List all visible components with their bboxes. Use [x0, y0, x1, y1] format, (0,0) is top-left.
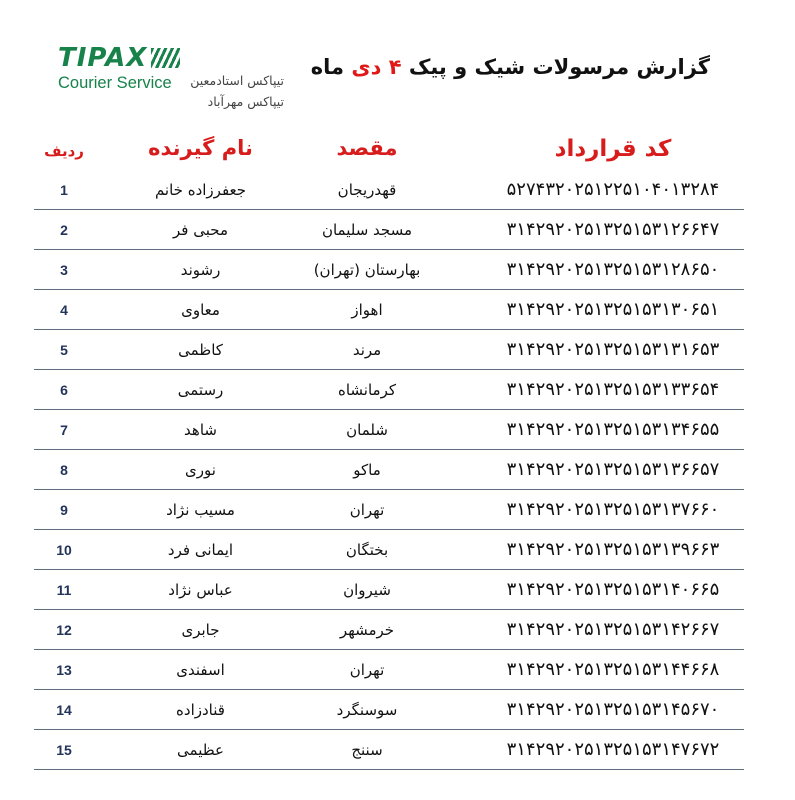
recipient-name: اسفندی [176, 660, 225, 679]
row-number: 4 [60, 301, 68, 318]
row-number: 5 [60, 341, 68, 358]
contract-code: ۳۱۴۲۹۲۰۲۵۱۳۲۵۱۵۳۱۴۰۶۶۵ [506, 579, 720, 600]
destination: تهران [349, 500, 385, 519]
tipax-brand-text: TIPAX [58, 43, 148, 73]
tipax-logo [58, 44, 180, 93]
recipient-name: قنادزاده [176, 700, 225, 719]
recipient-name: عظیمی [177, 740, 224, 759]
destination: سننج [351, 740, 383, 759]
destination: تهران [349, 660, 385, 679]
contract-code: ۵۲۷۴۳۲۰۲۵۱۲۲۵۱۰۴۰۱۳۲۸۴ [506, 179, 720, 200]
contract-code: ۳۱۴۲۹۲۰۲۵۱۳۲۵۱۵۳۱۳۱۶۵۳ [506, 339, 720, 360]
table-row [34, 730, 744, 770]
table-row [34, 330, 744, 370]
destination: مسجد سلیمان [321, 220, 413, 239]
contract-code: ۳۱۴۲۹۲۰۲۵۱۳۲۵۱۵۳۱۳۷۶۶۰ [506, 499, 720, 520]
contract-code: ۳۱۴۲۹۲۰۲۵۱۳۲۵۱۵۳۱۳۳۶۵۴ [506, 379, 720, 400]
contract-code: ۳۱۴۲۹۲۰۲۵۱۳۲۵۱۵۳۱۴۵۶۷۰ [506, 699, 720, 720]
destination: اهواز [351, 300, 383, 319]
recipient-name: مسیب نژاد [166, 500, 235, 519]
tipax-stripes-icon [151, 48, 180, 68]
contract-code: ۳۱۴۲۹۲۰۲۵۱۳۲۵۱۵۳۱۲۶۶۴۷ [506, 219, 720, 240]
recipient-name: جابری [181, 620, 220, 639]
contract-code: ۳۱۴۲۹۲۰۲۵۱۳۲۵۱۵۳۱۳۴۶۵۵ [506, 419, 720, 440]
row-number: 10 [56, 541, 72, 558]
title-month: ماه [310, 55, 345, 79]
row-number: 6 [60, 381, 68, 398]
row-number: 9 [60, 501, 68, 518]
row-number: 3 [60, 261, 68, 278]
recipient-name: شاهد [184, 420, 217, 439]
recipient-name: رشوند [180, 260, 221, 279]
row-number: 13 [56, 661, 72, 678]
contract-code: ۳۱۴۲۹۲۰۲۵۱۳۲۵۱۵۳۱۴۷۶۷۲ [506, 739, 720, 760]
row-number: 7 [60, 421, 68, 438]
table-row [34, 370, 744, 410]
table-row [34, 610, 744, 650]
destination: سوسنگرد [336, 700, 398, 719]
destination: خرمشهر [339, 620, 395, 639]
logo-subtitle: Courier Service [58, 74, 172, 92]
row-number: 12 [56, 621, 72, 638]
table-row [34, 530, 744, 570]
row-number: 14 [56, 701, 72, 718]
table-row [34, 290, 744, 330]
recipient-name: عباس نژاد [168, 580, 233, 599]
header-destination: مقصد [336, 136, 398, 160]
destination: کرمانشاه [338, 380, 397, 399]
title-date: ۴ دی [351, 55, 402, 79]
contract-code: ۳۱۴۲۹۲۰۲۵۱۳۲۵۱۵۳۱۴۴۶۶۸ [506, 659, 720, 680]
destination: بهارستان (تهران) [313, 260, 421, 279]
table-row [34, 490, 744, 530]
recipient-name: کاظمی [178, 340, 223, 359]
row-number: 8 [60, 461, 68, 478]
row-number: 2 [60, 221, 68, 238]
table-header [0, 136, 795, 168]
table-row [34, 410, 744, 450]
contract-code: ۳۱۴۲۹۲۰۲۵۱۳۲۵۱۵۳۱۴۲۶۶۷ [506, 619, 720, 640]
table-row [34, 250, 744, 290]
title-text: گزارش مرسولات شیک و پیک [408, 55, 710, 79]
header-contract-code: کد قرارداد [554, 136, 672, 162]
destination: شیروان [343, 580, 391, 599]
destination: بختگان [345, 540, 389, 559]
destination: مرند [352, 340, 382, 359]
destination: قهدریجان [337, 180, 397, 199]
shipments-table [34, 170, 744, 770]
recipient-name: جعفرزاده خانم [154, 180, 247, 199]
row-number: 11 [56, 581, 72, 598]
contract-code: ۳۱۴۲۹۲۰۲۵۱۳۲۵۱۵۳۱۳۶۶۵۷ [506, 459, 720, 480]
recipient-name: نوری [185, 460, 216, 479]
header-row-number: ردیف [44, 142, 84, 160]
branch-name: تیپاکس مهرآباد [207, 94, 284, 109]
contract-code: ۳۱۴۲۹۲۰۲۵۱۳۲۵۱۵۳۱۲۸۶۵۰ [506, 259, 720, 280]
recipient-name: ایمانی فرد [167, 540, 234, 559]
table-row [34, 170, 744, 210]
branch-list [180, 70, 284, 112]
table-row [34, 650, 744, 690]
table-row [34, 450, 744, 490]
table-row [34, 210, 744, 250]
contract-code: ۳۱۴۲۹۲۰۲۵۱۳۲۵۱۵۳۱۳۹۶۶۳ [506, 539, 720, 560]
recipient-name: محبی فر [173, 220, 228, 239]
recipient-name: رستمی [177, 380, 224, 399]
branch-name: تیپاکس استادمعین [190, 73, 284, 88]
row-number: 15 [56, 741, 72, 758]
destination: ماکو [353, 460, 381, 479]
table-row [34, 570, 744, 610]
tipax-wordmark [58, 44, 180, 72]
header-recipient: نام گیرنده [148, 136, 253, 160]
recipient-name: معاوی [181, 300, 220, 319]
contract-code: ۳۱۴۲۹۲۰۲۵۱۳۲۵۱۵۳۱۳۰۶۵۱ [506, 299, 720, 320]
report-title [310, 55, 710, 79]
table-row [34, 690, 744, 730]
row-number: 1 [60, 181, 68, 198]
destination: شلمان [346, 420, 388, 439]
